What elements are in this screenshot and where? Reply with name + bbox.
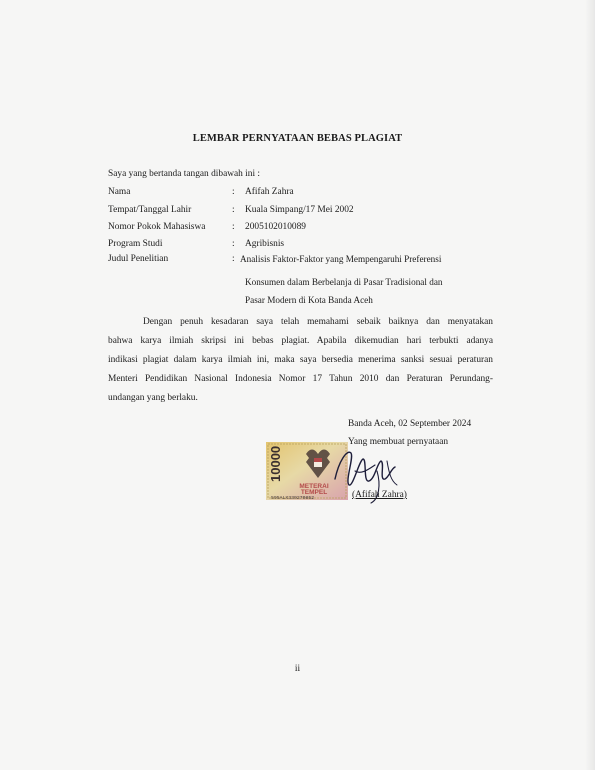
document-title: LEMBAR PERNYATAAN BEBAS PLAGIAT (192, 133, 403, 144)
field-value: Kuala Simpang/17 Mei 2002 (245, 205, 354, 215)
statement-line: indikasi plagiat dalam karya ilmiah ini, maka saya bersedia menerima sanksi sesuai peraturan (108, 355, 493, 365)
field-colon: : (232, 222, 235, 232)
maker-label: Yang membuat pernyataan (348, 437, 449, 447)
field-label: Program Studi (108, 239, 163, 249)
field-row-npm (108, 222, 508, 236)
stamp-denomination (268, 446, 283, 482)
field-label: Judul Penelitian (108, 254, 169, 264)
research-title-line: Konsumen dalam Berbelanja di Pasar Tradisional dan (245, 277, 443, 287)
research-title-continuation (245, 273, 505, 309)
statement-paragraph (108, 313, 493, 408)
field-value: Analisis Faktor-Faktor yang Mempengaruhi Preferensi (240, 254, 442, 264)
field-colon: : (232, 187, 235, 197)
field-row-program (108, 239, 508, 253)
svg-text:10000: 10000 (268, 445, 283, 482)
field-value: 2005102010089 (245, 222, 306, 232)
signer-name: (Afifah Zahra) (352, 490, 407, 500)
page-number: ii (294, 664, 301, 674)
research-title-line: Pasar Modern di Kota Banda Aceh (245, 295, 373, 305)
field-row-title (108, 254, 508, 268)
statement-line: Dengan penuh kesadaran saya telah memahami sebaik baiknya dan menyatakan (143, 317, 493, 327)
field-label: Nama (108, 187, 131, 197)
field-label: Nomor Pokok Mahasiswa (108, 222, 206, 232)
field-colon: : (232, 254, 235, 264)
field-row-birth (108, 205, 508, 219)
field-value: Afifah Zahra (245, 187, 294, 197)
stamp-serial: 595ALX339270852 (271, 496, 315, 500)
field-colon: : (232, 239, 235, 249)
statement-line: bahwa karya ilmiah skripsi ini bebas plagiat. Apabila dikemudian hari terbukti adanya (108, 336, 493, 346)
intro-text: Saya yang bertanda tangan dibawah ini : (108, 169, 261, 179)
stamp-label: METERAI (299, 483, 329, 490)
statement-line: Menteri Pendidikan Nasional Indonesia Nomor 17 Tahun 2010 dan Peraturan Perundang- (108, 374, 493, 384)
field-label: Tempat/Tanggal Lahir (108, 205, 192, 215)
field-colon: : (232, 205, 235, 215)
field-value: Agribisnis (245, 239, 285, 249)
statement-line: undangan yang berlaku. (108, 393, 198, 403)
stamp-label: TEMPEL (300, 489, 328, 496)
field-row-name (108, 187, 508, 201)
place-date: Banda Aceh, 02 September 2024 (348, 419, 472, 429)
